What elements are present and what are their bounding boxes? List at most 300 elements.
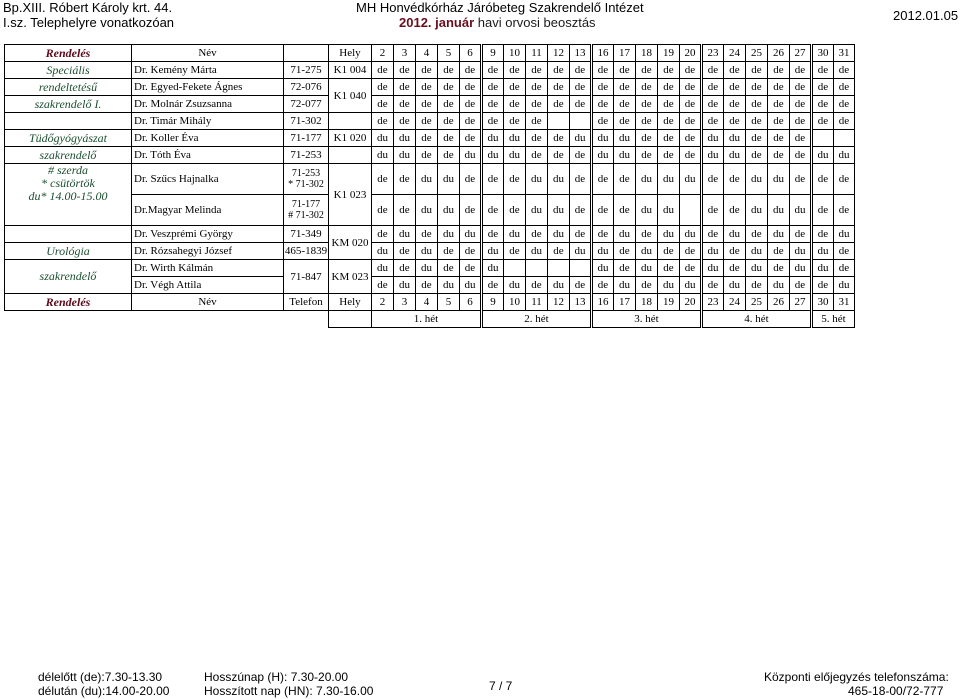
shift-cell: de	[724, 164, 746, 195]
shift-cell: de	[526, 130, 548, 147]
shift-cell: de	[482, 96, 504, 113]
shift-cell: de	[636, 79, 658, 96]
col-header-day: 30	[812, 45, 834, 62]
shift-cell: de	[702, 164, 724, 195]
col-header-day: 23	[702, 294, 724, 311]
shift-cell: de	[460, 164, 482, 195]
col-header-day: 13	[570, 294, 592, 311]
shift-cell: de	[526, 62, 548, 79]
shift-cell	[526, 260, 548, 277]
shift-cell: de	[460, 260, 482, 277]
shift-cell: de	[724, 260, 746, 277]
phone-extension: 465-1839	[284, 243, 329, 260]
shift-cell: de	[834, 96, 855, 113]
col-header-day: 24	[724, 45, 746, 62]
col-header-day: 31	[834, 294, 855, 311]
shift-cell: du	[614, 147, 636, 164]
col-header-day: 20	[680, 294, 702, 311]
doctor-name: Dr. Tóth Éva	[132, 147, 284, 164]
shift-cell: de	[636, 113, 658, 130]
shift-cell: du	[768, 164, 790, 195]
col-header-day: 19	[658, 294, 680, 311]
schedule-table	[4, 44, 855, 328]
shift-cell: du	[658, 277, 680, 294]
shift-cell: du	[482, 147, 504, 164]
shift-cell: de	[636, 62, 658, 79]
shift-cell: de	[702, 79, 724, 96]
col-header-rendeles: Rendelés	[5, 294, 132, 311]
shift-cell: de	[394, 195, 416, 226]
shift-cell	[570, 260, 592, 277]
shift-cell: de	[548, 96, 570, 113]
doctor-name: Dr. Wirth Kálmán	[132, 260, 284, 277]
shift-cell: de	[790, 226, 812, 243]
col-header-day: 26	[768, 294, 790, 311]
shift-cell: de	[482, 113, 504, 130]
col-header-day: 3	[394, 45, 416, 62]
shift-cell: du	[526, 195, 548, 226]
shift-cell: du	[504, 147, 526, 164]
shift-cell: de	[504, 79, 526, 96]
shift-cell: de	[724, 62, 746, 79]
shift-cell: de	[746, 130, 768, 147]
room-number: K1 020	[329, 130, 372, 147]
shift-cell: du	[570, 243, 592, 260]
shift-cell: de	[812, 62, 834, 79]
shift-cell: de	[372, 62, 394, 79]
shift-cell: de	[614, 62, 636, 79]
shift-cell: du	[526, 243, 548, 260]
shift-cell: de	[592, 277, 614, 294]
shift-cell: du	[768, 226, 790, 243]
shift-cell: de	[570, 62, 592, 79]
shift-cell: de	[526, 277, 548, 294]
shift-cell: de	[482, 62, 504, 79]
shift-cell: du	[724, 130, 746, 147]
shift-cell: de	[482, 79, 504, 96]
shift-cell: de	[724, 195, 746, 226]
shift-cell: du	[482, 130, 504, 147]
shift-cell: de	[614, 164, 636, 195]
long-day-hours: Hosszúnap (H): 7.30-20.00	[204, 670, 349, 684]
site-note: I.sz. Telephelyre vonatkozóan	[3, 15, 175, 30]
shift-cell: de	[702, 226, 724, 243]
shift-cell	[548, 260, 570, 277]
header-row-top	[5, 45, 855, 62]
page-number: 7 / 7	[489, 679, 513, 693]
doctor-name: Dr. Molnár Zsuzsanna	[132, 96, 284, 113]
shift-cell: du	[746, 243, 768, 260]
shift-cell: de	[504, 164, 526, 195]
week-label: 5. hét	[812, 311, 855, 328]
shift-cell: de	[416, 79, 438, 96]
col-header-day: 17	[614, 45, 636, 62]
category-szerda: # szerda	[48, 163, 88, 177]
col-header-day: 11	[526, 294, 548, 311]
phone-extension	[284, 195, 329, 226]
shift-cell: de	[680, 243, 702, 260]
shift-cell: de	[614, 113, 636, 130]
shift-cell: de	[394, 260, 416, 277]
shift-cell: du	[460, 226, 482, 243]
shift-cell: de	[416, 62, 438, 79]
shift-cell: de	[812, 164, 834, 195]
shift-cell: de	[592, 164, 614, 195]
shift-cell: de	[680, 260, 702, 277]
phone-line: * 71-302	[288, 179, 324, 190]
shift-cell: de	[526, 226, 548, 243]
shift-cell: du	[592, 243, 614, 260]
shift-cell: de	[658, 96, 680, 113]
col-header-day: 6	[460, 45, 482, 62]
col-header-day: 18	[636, 45, 658, 62]
shift-cell: du	[658, 226, 680, 243]
doctor-name: Dr. Kemény Márta	[132, 62, 284, 79]
morning-hours: délelőtt (de):7.30-13.30	[38, 670, 163, 684]
week-label: 4. hét	[702, 311, 812, 328]
shift-cell: du	[746, 195, 768, 226]
room-number: K1 004	[329, 62, 372, 79]
shift-cell: de	[790, 62, 812, 79]
shift-cell: du	[504, 130, 526, 147]
shift-cell: du	[614, 130, 636, 147]
shift-cell: de	[768, 96, 790, 113]
shift-cell: du	[372, 260, 394, 277]
shift-cell: du	[680, 226, 702, 243]
shift-cell: de	[438, 113, 460, 130]
shift-cell: de	[658, 79, 680, 96]
shift-cell: du	[526, 164, 548, 195]
shift-cell: de	[834, 243, 855, 260]
category-label: rendeltetésű	[5, 79, 132, 96]
col-header-telefon: Telefon	[284, 294, 329, 311]
shift-cell: du	[834, 277, 855, 294]
category-label	[5, 164, 132, 226]
shift-cell: de	[834, 195, 855, 226]
col-header-hely: Hely	[329, 294, 372, 311]
doctor-row	[5, 147, 855, 164]
shift-cell: du	[416, 195, 438, 226]
shift-cell: du	[438, 195, 460, 226]
room-number: KM 020	[329, 226, 372, 260]
phone-line: # 71-302	[288, 210, 324, 221]
category-csutortok: * csütörtök	[41, 176, 95, 190]
shift-cell	[548, 113, 570, 130]
shift-cell: de	[724, 96, 746, 113]
category-label: Urológia	[5, 243, 132, 260]
category-label	[5, 226, 132, 243]
shift-cell: de	[658, 130, 680, 147]
shift-cell: de	[372, 96, 394, 113]
shift-cell: de	[658, 260, 680, 277]
shift-cell: de	[702, 195, 724, 226]
shift-cell: de	[768, 113, 790, 130]
shift-cell: du	[702, 130, 724, 147]
shift-cell: de	[790, 164, 812, 195]
shift-cell: de	[548, 62, 570, 79]
shift-cell: du	[614, 277, 636, 294]
week-spacer	[329, 311, 372, 328]
col-header-day: 27	[790, 45, 812, 62]
room-number: KM 023	[329, 260, 372, 294]
shift-cell: de	[526, 147, 548, 164]
shift-cell: de	[658, 62, 680, 79]
shift-cell: de	[592, 62, 614, 79]
shift-cell: du	[658, 195, 680, 226]
shift-cell: de	[658, 243, 680, 260]
shift-cell: du	[548, 164, 570, 195]
shift-cell: de	[834, 113, 855, 130]
shift-cell	[812, 130, 834, 147]
shift-cell: de	[372, 164, 394, 195]
shift-cell: du	[768, 195, 790, 226]
shift-cell: de	[636, 147, 658, 164]
room-number: K1 040	[329, 79, 372, 113]
shift-cell: de	[614, 260, 636, 277]
doctor-name: Dr.Magyar Melinda	[132, 195, 284, 226]
shift-cell: de	[460, 113, 482, 130]
shift-cell: du	[438, 277, 460, 294]
shift-cell: de	[768, 130, 790, 147]
shift-cell: de	[438, 147, 460, 164]
shift-cell	[680, 195, 702, 226]
shift-cell: de	[438, 260, 460, 277]
shift-cell: de	[570, 96, 592, 113]
shift-cell: de	[746, 79, 768, 96]
shift-cell: de	[416, 147, 438, 164]
shift-cell: du	[724, 226, 746, 243]
shift-cell: de	[526, 96, 548, 113]
shift-cell: de	[790, 96, 812, 113]
shift-cell: du	[636, 195, 658, 226]
col-header-day: 17	[614, 294, 636, 311]
shift-cell: du	[416, 260, 438, 277]
category-label: szakrendelő	[5, 260, 132, 294]
doctor-name: Dr. Koller Éva	[132, 130, 284, 147]
shift-cell: de	[570, 147, 592, 164]
col-header-telefon	[284, 45, 329, 62]
shift-cell: de	[702, 113, 724, 130]
shift-cell: de	[746, 277, 768, 294]
shift-cell: de	[746, 147, 768, 164]
doctor-row	[5, 62, 855, 79]
shift-cell: de	[504, 195, 526, 226]
phone-extension: 71-275	[284, 62, 329, 79]
shift-cell: du	[746, 164, 768, 195]
shift-cell: du	[636, 164, 658, 195]
shift-cell: de	[570, 164, 592, 195]
doctor-row	[5, 195, 855, 226]
shift-cell: de	[504, 113, 526, 130]
category-du-time: du* 14.00-15.00	[28, 189, 108, 203]
shift-cell: du	[548, 277, 570, 294]
shift-cell: de	[482, 195, 504, 226]
shift-cell: du	[636, 243, 658, 260]
phone-extension: 72-077	[284, 96, 329, 113]
shift-cell: du	[504, 226, 526, 243]
shift-cell: de	[372, 195, 394, 226]
shift-cell: de	[460, 243, 482, 260]
week-blank	[5, 311, 329, 328]
col-header-day: 26	[768, 45, 790, 62]
category-label: Speciális	[5, 62, 132, 79]
shift-cell: du	[746, 260, 768, 277]
shift-cell: de	[702, 96, 724, 113]
shift-cell: de	[548, 79, 570, 96]
col-header-day: 16	[592, 45, 614, 62]
col-header-day: 11	[526, 45, 548, 62]
shift-cell: de	[482, 164, 504, 195]
phone-line: 71-177	[291, 199, 321, 210]
shift-cell: du	[812, 260, 834, 277]
shift-cell: de	[636, 226, 658, 243]
week-label: 3. hét	[592, 311, 702, 328]
shift-cell: de	[548, 130, 570, 147]
phone-extension: 71-847	[284, 260, 329, 294]
shift-cell: de	[746, 62, 768, 79]
shift-cell: du	[416, 243, 438, 260]
col-header-day: 10	[504, 45, 526, 62]
shift-cell: du	[658, 164, 680, 195]
shift-cell: de	[702, 62, 724, 79]
shift-cell: de	[812, 195, 834, 226]
col-header-day: 4	[416, 294, 438, 311]
col-header-day: 2	[372, 294, 394, 311]
shift-cell: du	[790, 243, 812, 260]
shift-cell: de	[570, 79, 592, 96]
shift-cell: de	[636, 130, 658, 147]
shift-cell: du	[438, 164, 460, 195]
doctor-row	[5, 243, 855, 260]
shift-cell: du	[570, 130, 592, 147]
shift-cell: du	[592, 147, 614, 164]
shift-cell: du	[548, 195, 570, 226]
shift-cell: du	[394, 226, 416, 243]
shift-cell: de	[834, 164, 855, 195]
shift-cell: du	[724, 277, 746, 294]
shift-cell: de	[592, 226, 614, 243]
shift-cell: du	[724, 147, 746, 164]
col-header-day: 18	[636, 294, 658, 311]
doctor-row	[5, 164, 855, 195]
shift-cell: du	[834, 147, 855, 164]
col-header-day: 5	[438, 294, 460, 311]
document-date: 2012.01.05	[893, 8, 959, 23]
shift-cell: du	[812, 243, 834, 260]
shift-cell: de	[372, 226, 394, 243]
shift-cell: du	[614, 226, 636, 243]
doctor-name: Dr. Timár Mihály	[132, 113, 284, 130]
shift-cell: de	[768, 243, 790, 260]
category-label: szakrendelő I.	[5, 96, 132, 113]
shift-cell: de	[394, 243, 416, 260]
header-row-bottom	[5, 294, 855, 311]
col-header-day: 20	[680, 45, 702, 62]
shift-cell: de	[438, 243, 460, 260]
shift-cell: du	[548, 226, 570, 243]
shift-cell: de	[812, 96, 834, 113]
afternoon-hours: délután (du):14.00-20.00	[38, 684, 170, 698]
shift-cell: de	[372, 79, 394, 96]
shift-cell: de	[416, 130, 438, 147]
shift-cell: de	[724, 113, 746, 130]
shift-cell: du	[460, 277, 482, 294]
week-row	[5, 311, 855, 328]
schedule-month: 2012. január	[399, 15, 475, 30]
shift-cell: de	[372, 113, 394, 130]
doctor-row	[5, 130, 855, 147]
shift-cell: de	[394, 62, 416, 79]
shift-cell: du	[812, 147, 834, 164]
col-header-day: 5	[438, 45, 460, 62]
shift-cell: de	[658, 113, 680, 130]
shift-cell: de	[724, 79, 746, 96]
room-number	[329, 147, 372, 164]
col-header-day: 19	[658, 45, 680, 62]
col-header-day: 10	[504, 294, 526, 311]
shift-cell: de	[548, 243, 570, 260]
shift-cell: de	[636, 96, 658, 113]
shift-cell: de	[482, 277, 504, 294]
col-header-rendeles: Rendelés	[5, 45, 132, 62]
shift-cell: de	[790, 147, 812, 164]
col-header-day: 9	[482, 294, 504, 311]
address: Bp.XIII. Róbert Károly krt. 44.	[3, 0, 173, 15]
shift-cell: de	[812, 226, 834, 243]
shift-cell: de	[592, 195, 614, 226]
col-header-nev: Név	[132, 294, 284, 311]
shift-cell: de	[460, 79, 482, 96]
shift-cell: du	[504, 277, 526, 294]
doctor-row	[5, 96, 855, 113]
shift-cell	[834, 130, 855, 147]
category-label: szakrendelő	[5, 147, 132, 164]
doctor-name: Dr. Veszprémi György	[132, 226, 284, 243]
doctor-row	[5, 226, 855, 243]
phone-extension: 72-076	[284, 79, 329, 96]
col-header-day: 4	[416, 45, 438, 62]
shift-cell: de	[570, 195, 592, 226]
shift-cell: de	[526, 79, 548, 96]
shift-cell: de	[812, 79, 834, 96]
col-header-day: 25	[746, 294, 768, 311]
col-header-day: 31	[834, 45, 855, 62]
shift-cell: de	[680, 130, 702, 147]
shift-cell: du	[394, 277, 416, 294]
week-label: 2. hét	[482, 311, 592, 328]
shift-cell: de	[416, 96, 438, 113]
shift-cell: de	[768, 62, 790, 79]
shift-cell: de	[592, 113, 614, 130]
shift-cell: de	[416, 113, 438, 130]
shift-cell: de	[790, 277, 812, 294]
shift-cell: de	[570, 277, 592, 294]
shift-cell: du	[834, 226, 855, 243]
shift-cell: du	[636, 260, 658, 277]
shift-cell: de	[372, 277, 394, 294]
category-label	[5, 113, 132, 130]
phone-extension: 71-177	[284, 130, 329, 147]
col-header-day: 3	[394, 294, 416, 311]
shift-cell: du	[592, 130, 614, 147]
shift-cell: de	[438, 79, 460, 96]
shift-cell: de	[834, 79, 855, 96]
shift-cell: de	[680, 79, 702, 96]
shift-cell	[570, 113, 592, 130]
room-number	[329, 113, 372, 130]
shift-cell: du	[438, 226, 460, 243]
phone-extension: 71-253	[284, 147, 329, 164]
